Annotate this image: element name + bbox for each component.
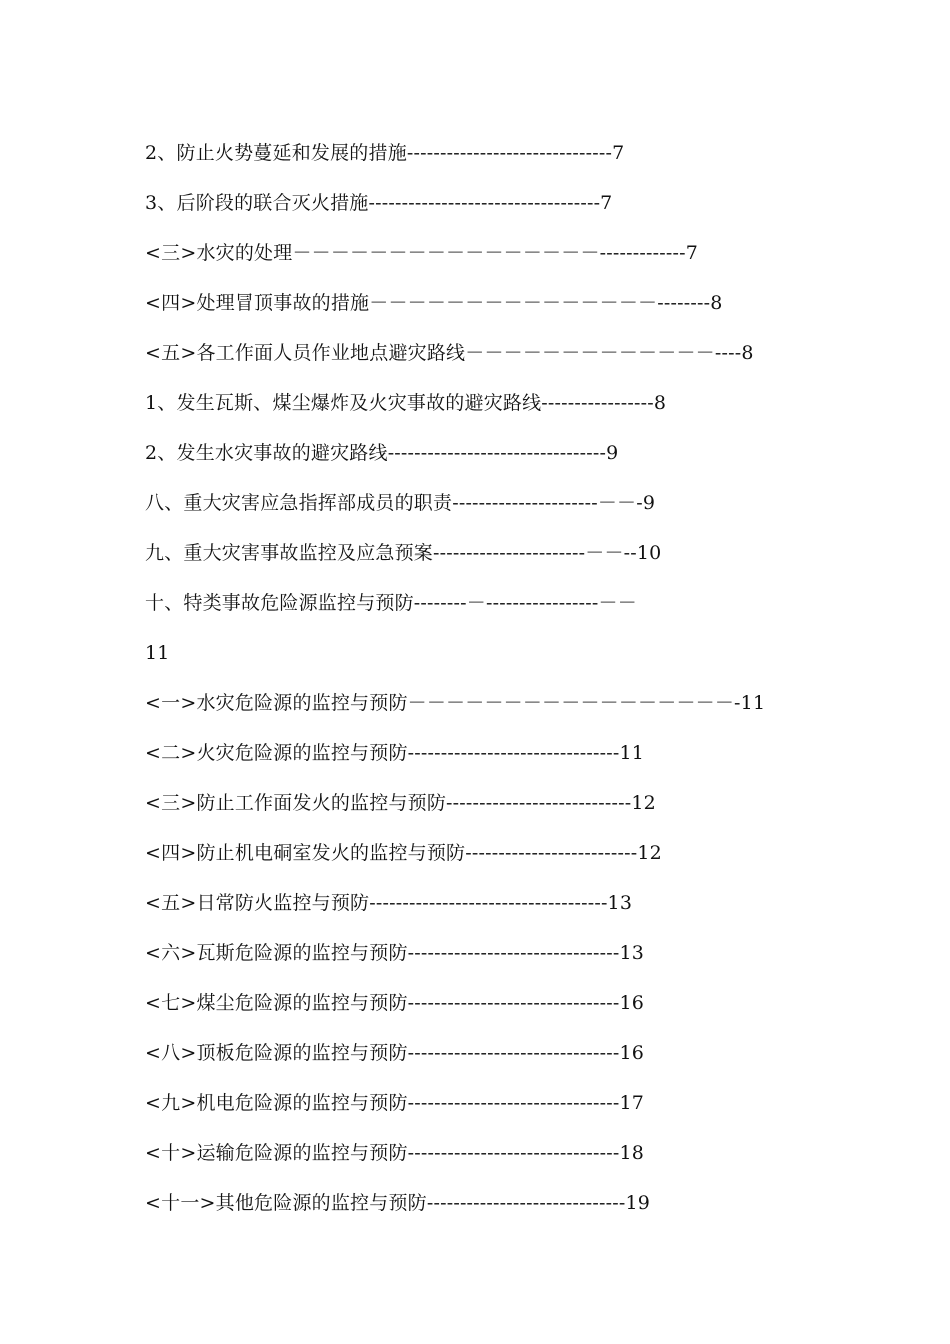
toc-entry: <九>机电危险源的监控与预防--------------------------------17 (145, 1092, 645, 1114)
toc-entry: <十一>其他危险源的监控与预防------------------------------19 (145, 1192, 651, 1214)
toc-entry: <三>防止工作面发火的监控与预防----------------------------12 (145, 792, 656, 814)
toc-entry: <十>运输危险源的监控与预防--------------------------------18 (145, 1142, 645, 1164)
toc-entry: 十、特类事故危险源监控与预防--------－-----------------－－ (145, 592, 637, 614)
toc-entry: <六>瓦斯危险源的监控与预防--------------------------------13 (145, 942, 645, 964)
toc-entry: <三>水灾的处理－－－－－－－－－－－－－－－－-------------7 (145, 242, 698, 264)
toc-entry: 八、重大灾害应急指挥部成员的职责----------------------－－-9 (145, 492, 656, 514)
toc-entry: 2、防止火势蔓延和发展的措施-------------------------------7 (145, 142, 625, 164)
toc-entry: <五>各工作面人员作业地点避灾路线－－－－－－－－－－－－－----8 (145, 342, 754, 364)
toc-entry: <七>煤尘危险源的监控与预防--------------------------------16 (145, 992, 645, 1014)
toc-entry: <五>日常防火监控与预防------------------------------------13 (145, 892, 633, 914)
toc-entry: 3、后阶段的联合灭火措施-----------------------------------7 (145, 192, 613, 214)
toc-page-number: 11 (145, 642, 170, 664)
toc-entry: 九、重大灾害事故监控及应急预案-----------------------－－--10 (145, 542, 662, 564)
toc-entry: 1、发生瓦斯、煤尘爆炸及火灾事故的避灾路线-----------------8 (145, 392, 667, 414)
table-of-contents (145, 139, 825, 1239)
toc-entry: <四>防止机电硐室发火的监控与预防--------------------------12 (145, 842, 662, 864)
toc-entry: <二>火灾危险源的监控与预防--------------------------------11 (145, 742, 645, 764)
toc-entry: <八>顶板危险源的监控与预防--------------------------------16 (145, 1042, 645, 1064)
toc-entry: <四>处理冒顶事故的措施－－－－－－－－－－－－－－－--------8 (145, 292, 723, 314)
toc-entry: <一>水灾危险源的监控与预防－－－－－－－－－－－－－－－－－-11 (145, 692, 766, 714)
toc-entry: 2、发生水灾事故的避灾路线---------------------------------9 (145, 442, 619, 464)
